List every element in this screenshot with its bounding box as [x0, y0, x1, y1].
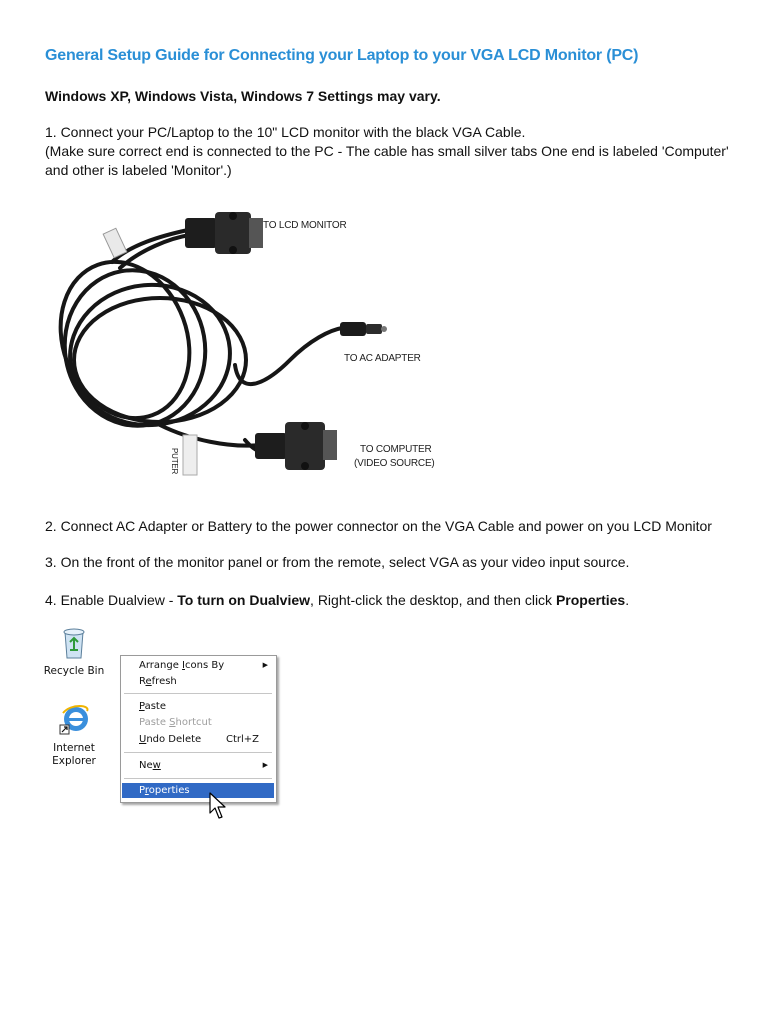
menu-text: fresh	[151, 676, 177, 687]
menu-accel: w	[152, 760, 161, 771]
mouse-cursor-icon	[209, 792, 229, 820]
step-4-suffix: .	[625, 592, 630, 608]
label-video-source: (VIDEO SOURCE)	[354, 458, 435, 469]
menu-text: cons By	[185, 660, 225, 671]
menu-text: Paste	[139, 717, 170, 728]
os-note: Windows XP, Windows Vista, Windows 7 Settings may vary.	[45, 88, 441, 104]
label-to-computer: TO COMPUTER	[360, 444, 432, 455]
menu-separator	[124, 752, 272, 753]
menu-accel: U	[139, 734, 147, 745]
menu-text: Ne	[139, 760, 153, 771]
menu-item-undo-delete[interactable]	[122, 732, 274, 747]
step-1-line-2: (Make sure correct end is connected to the PC - The cable has small silver tabs One end is labeled 'Computer' and other is labeled 'Monitor'.)	[45, 143, 729, 178]
step-4-bold-dualview: To turn on Dualview	[177, 592, 311, 608]
recycle-bin-label: Recycle Bin	[43, 665, 105, 677]
step-4-middle: , Right-click the desktop, and then click	[310, 592, 556, 608]
menu-shortcut-key: Ctrl+Z	[226, 734, 260, 745]
menu-accel: r	[144, 785, 149, 796]
menu-item-paste[interactable]	[122, 699, 274, 714]
step-4	[45, 591, 735, 610]
internet-explorer-label-1: Internet	[53, 742, 95, 754]
menu-item-refresh[interactable]	[122, 674, 274, 689]
submenu-arrow-icon: ▶	[262, 761, 268, 769]
menu-item-properties[interactable]	[122, 783, 274, 798]
label-to-ac-adapter: TO AC ADAPTER	[344, 353, 421, 364]
recycle-bin-icon	[58, 626, 90, 660]
menu-text: R	[139, 676, 146, 687]
menu-item-paste-shortcut	[122, 715, 274, 730]
menu-text: Arrange	[139, 660, 183, 671]
menu-text: ndo Delete	[146, 734, 202, 745]
menu-accel: I	[182, 660, 185, 671]
label-to-lcd-monitor: TO LCD MONITOR	[263, 220, 347, 231]
submenu-arrow-icon: ▶	[262, 661, 268, 669]
vga-cable-photo	[40, 190, 460, 490]
desktop-context-menu	[120, 655, 277, 803]
menu-item-arrange-icons[interactable]	[122, 658, 274, 673]
menu-accel: P	[139, 701, 145, 712]
internet-explorer-icon	[57, 703, 91, 737]
page-title: General Setup Guide for Connecting your Laptop to your VGA LCD Monitor (PC)	[45, 47, 639, 64]
menu-item-new[interactable]	[122, 758, 274, 773]
menu-text: hortcut	[175, 717, 212, 728]
desktop-icon-recycle-bin[interactable]	[38, 626, 110, 678]
step-4-prefix: 4. Enable Dualview -	[45, 592, 178, 608]
tag-label: PUTER	[170, 448, 179, 475]
step-1	[45, 123, 735, 180]
step-1-line-1: 1. Connect your PC/Laptop to the 10" LCD monitor with the black VGA Cable.	[45, 124, 526, 140]
menu-text: operties	[148, 785, 190, 796]
internet-explorer-label-2: Explorer	[52, 755, 96, 767]
menu-text: aste	[144, 701, 167, 712]
menu-accel: e	[145, 676, 152, 687]
step-2: 2. Connect AC Adapter or Battery to the power connector on the VGA Cable and power on you LCD Monitor	[45, 518, 712, 534]
menu-accel: S	[169, 717, 176, 728]
desktop-icon-internet-explorer[interactable]	[38, 703, 110, 768]
menu-text: P	[139, 785, 145, 796]
menu-separator	[124, 693, 272, 694]
step-3: 3. On the front of the monitor panel or from the remote, select VGA as your video input source.	[45, 554, 630, 570]
menu-separator	[124, 778, 272, 779]
step-4-bold-properties: Properties	[555, 592, 626, 608]
